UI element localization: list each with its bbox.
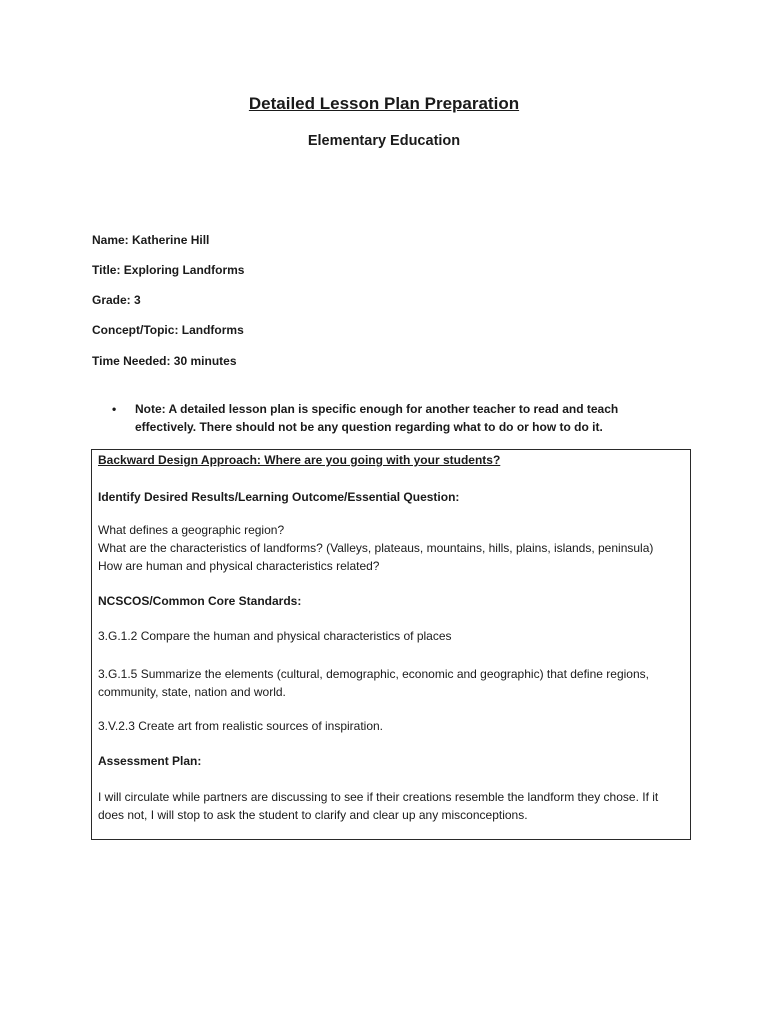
bullet-icon: •: [112, 402, 117, 416]
question-line: What defines a geographic region?: [98, 523, 285, 537]
question-line: How are human and physical characteristics related?: [98, 559, 380, 573]
info-title: Title: Exploring Landforms: [92, 263, 245, 277]
standard-item: 3.G.1.2 Compare the human and physical characteristics of places: [98, 629, 452, 643]
standards-heading: NCSCOS/Common Core Standards:: [98, 594, 302, 608]
info-grade: Grade: 3: [92, 293, 141, 307]
page-subtitle: Elementary Education: [307, 133, 461, 149]
assessment-heading: Assessment Plan:: [98, 754, 202, 768]
note-bullet-item: [113, 400, 653, 436]
page-title: Detailed Lesson Plan Preparation: [248, 94, 520, 113]
info-name: Name: Katherine Hill: [92, 233, 210, 247]
backward-design-box: [91, 449, 691, 840]
outcome-heading: Identify Desired Results/Learning Outcome/Essential Question:: [98, 490, 460, 504]
note-text: Note: A detailed lesson plan is specific enough for another teacher to read and teach effectively. There should not be any question regarding what to do or how to do it.: [135, 402, 619, 434]
standard-item: 3.G.1.5 Summarize the elements (cultural, demographic, economic and geographic) that define regions, community, state, nation and world.: [98, 667, 649, 699]
assessment-text: I will circulate while partners are discussing to see if their creations resemble the landform they chose. If it does not, I will stop to ask the student to clarify and clear up any misconceptions.: [98, 790, 659, 822]
box-heading: Backward Design Approach: Where are you going with your students?: [98, 453, 501, 467]
standard-item: 3.V.2.3 Create art from realistic sources of inspiration.: [98, 719, 384, 733]
info-topic: Concept/Topic: Landforms: [92, 323, 244, 337]
info-time: Time Needed: 30 minutes: [92, 354, 237, 368]
question-line: What are the characteristics of landforms? (Valleys, plateaus, mountains, hills, plains, islands, peninsula): [98, 541, 654, 555]
